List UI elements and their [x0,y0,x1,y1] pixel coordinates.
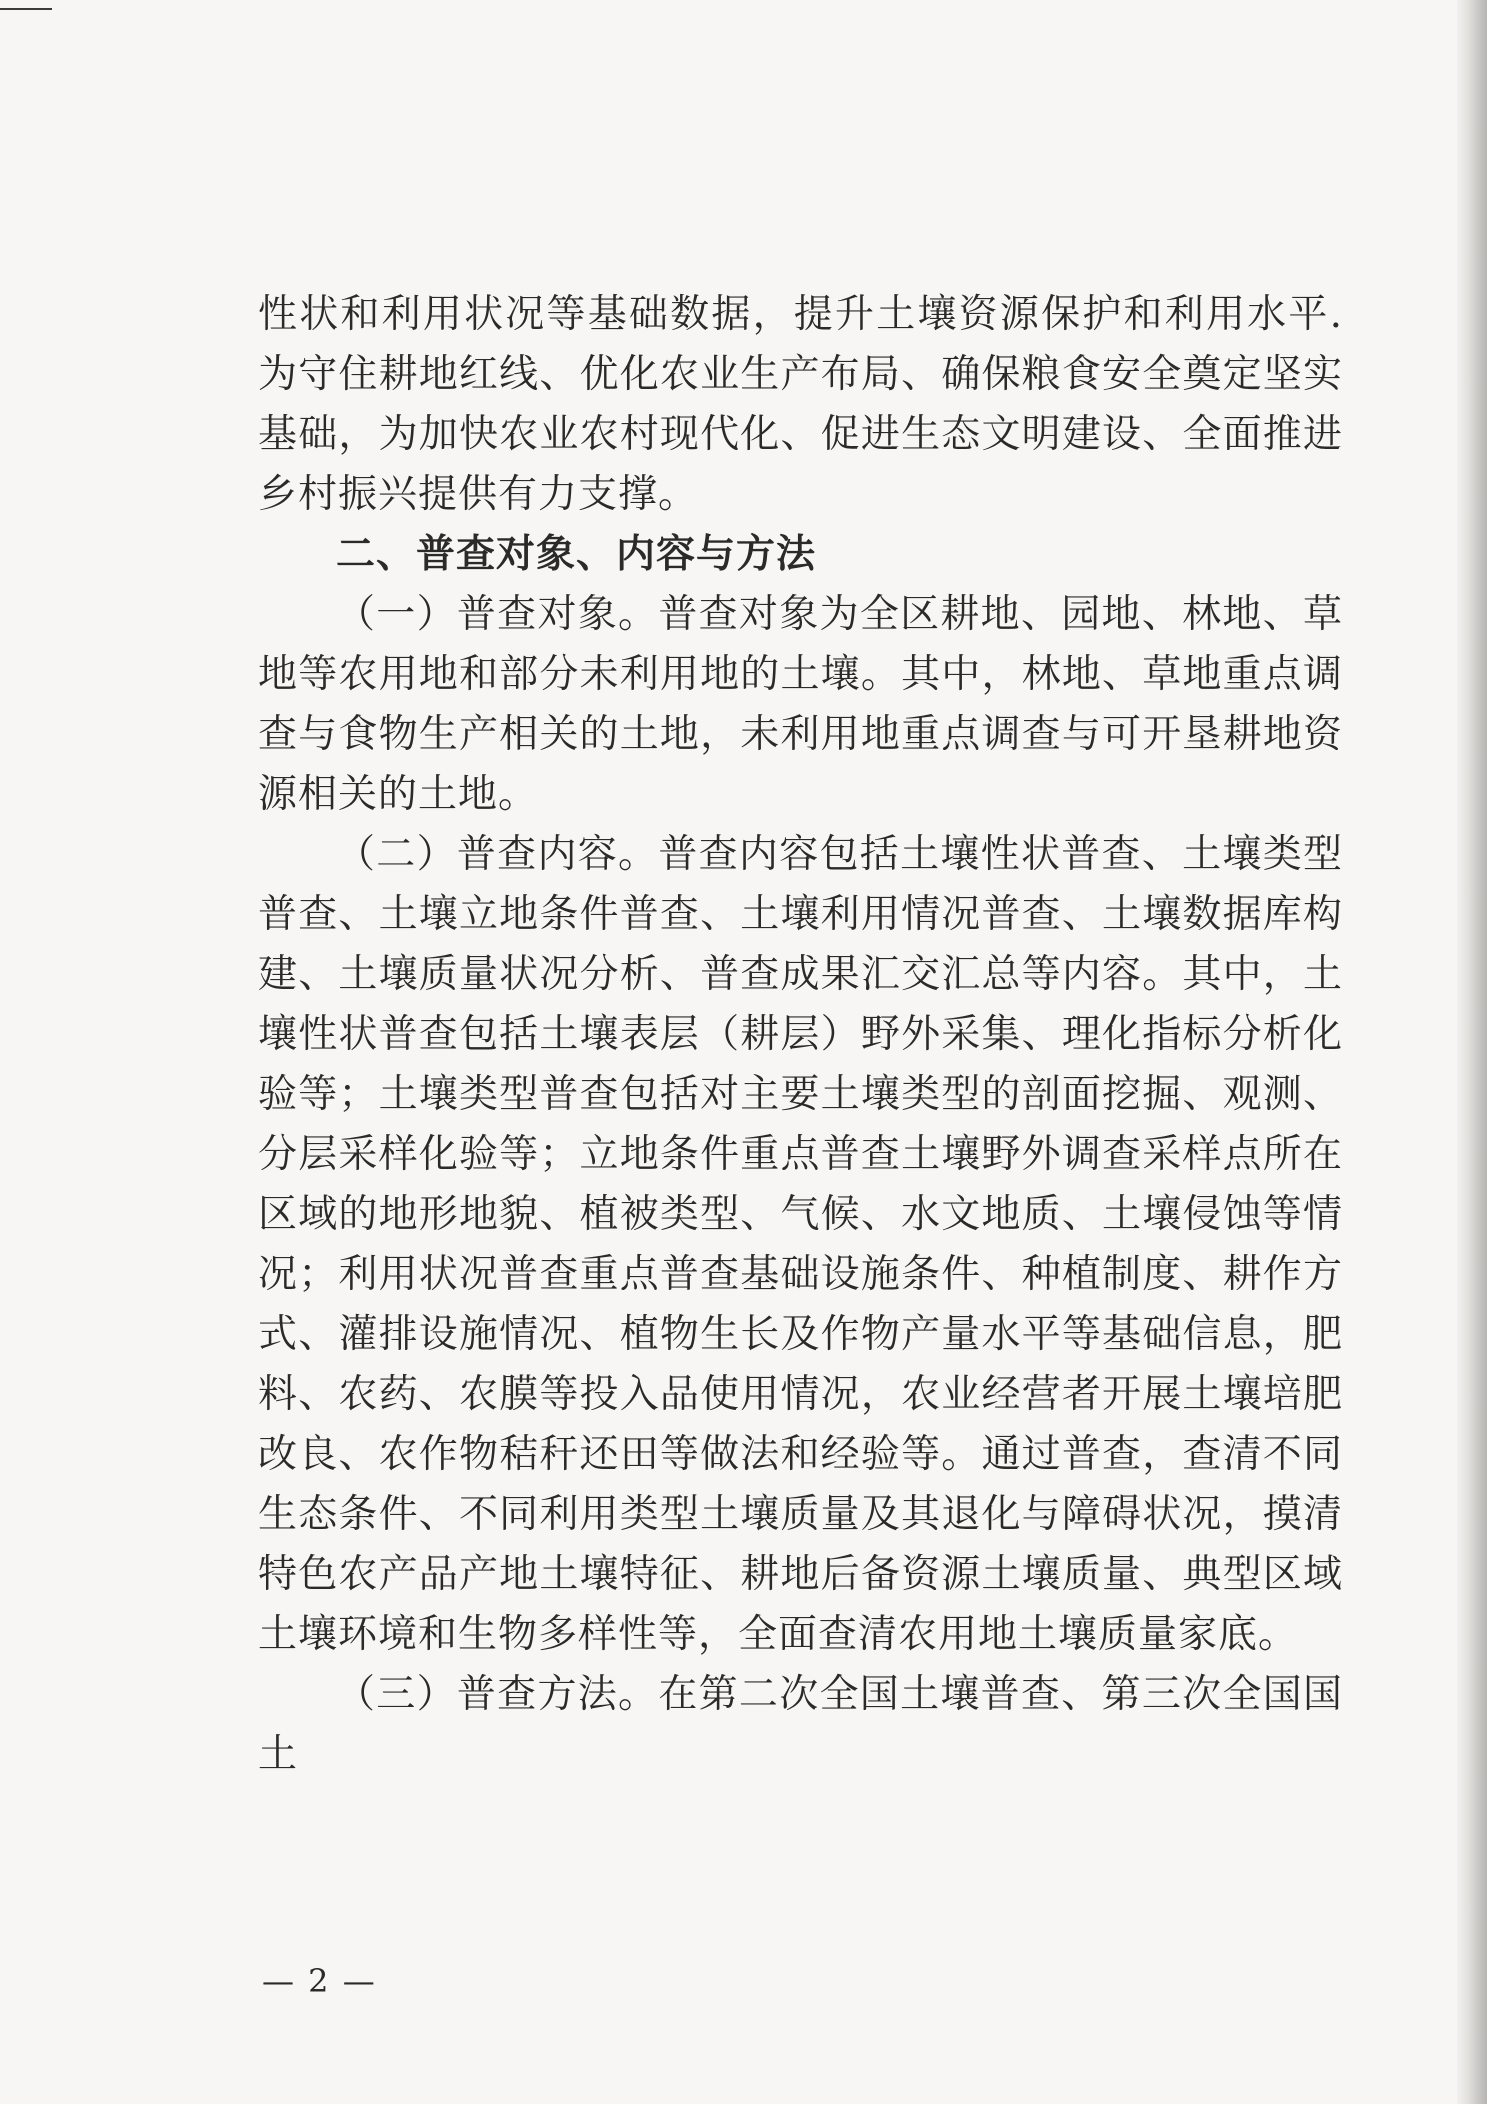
paragraph-survey-objects: （一）普查对象。普查对象为全区耕地、园地、林地、草地等农用地和部分未利用地的土壤。其中，林地、草地重点调查与食物生产相关的土地，未利用地重点调查与可开垦耕地资源相关的土地。 [258,592,1343,817]
page-number: — 2 — [262,1962,377,2000]
paragraph-survey-methods: （三）普查方法。在第二次全国土壤普查、第三次全国国土 [258,1672,1343,1777]
paragraph-survey-content: （二）普查内容。普查内容包括土壤性状普查、土壤类型普查、土壤立地条件普查、土壤利用情况普查、土壤数据库构建、土壤质量状况分析、普查成果汇交汇总等内容。其中，土壤性状普查包括土壤表层（耕层）野外采集、理化指标分析化验等；土壤类型普查包括对主要土壤类型的剖面挖掘、观测、分层采样化验等；立地条件重点普查土壤野外调查采样点所在区域的地形地貌、植被类型、气候、水文地质、土壤侵蚀等情况；利用状况普查重点普查基础设施条件、种植制度、耕作方式、灌排设施情况、植物生长及作物产量水平等基础信息，肥料、农药、农膜等投入品使用情况，农业经营者开展土壤培肥改良、农作物秸秆还田等做法和经验等。通过普查，查清不同生态条件、不同利用类型土壤质量及其退化与障碍状况，摸清特色农产品产地土壤特征、耕地后备资源土壤质量、典型区域土壤环境和生物多样性等，全面查清农用地土壤质量家底。 [258,832,1343,1657]
document-body [258,285,1343,1785]
scan-edge-shadow [1457,0,1487,2104]
section-heading: 二、普查对象、内容与方法 [336,532,817,577]
scan-mark-top [0,8,52,10]
paragraph-continuation: 性状和利用状况等基础数据，提升土壤资源保护和利用水平.为守住耕地红线、优化农业生产布局、确保粮食安全奠定坚实基础，为加快农业农村现代化、促进生态文明建设、全面推进乡村振兴提供有力支撑。 [258,292,1343,517]
